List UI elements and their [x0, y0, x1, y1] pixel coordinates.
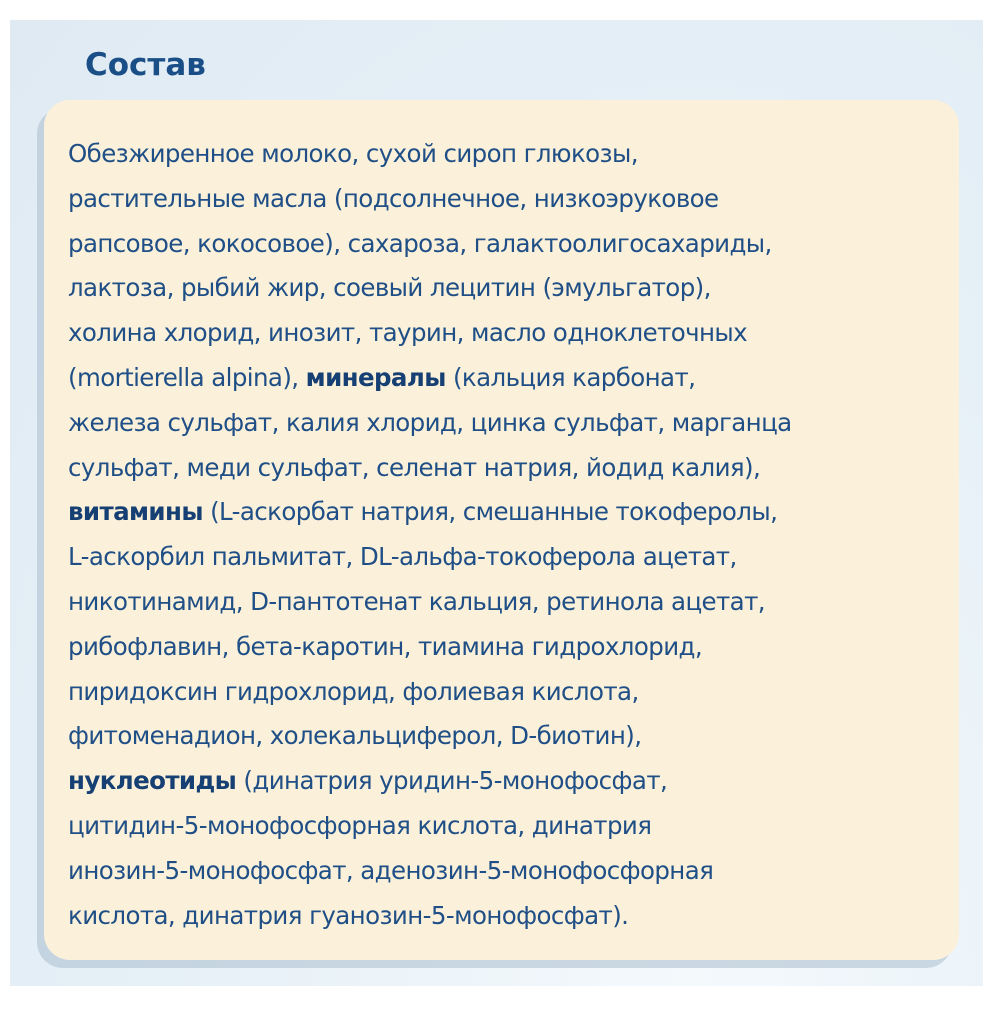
- vitamins-heading: витамины: [68, 497, 203, 527]
- ingredients-line: кислота, динатрия гуанозин-5-монофосфат).: [68, 900, 629, 930]
- ingredients-line: пиридоксин гидрохлорид, фолиевая кислота,: [68, 676, 639, 706]
- ingredients-line: железа сульфат, калия хлорид, цинка сульфат, марганца: [68, 407, 792, 437]
- ingredients-line: рапсовое, кокосовое), сахароза, галактоолигосахариды,: [68, 228, 772, 258]
- ingredients-line: холина хлорид, инозит, таурин, масло одноклеточных: [68, 318, 748, 348]
- ingredients-line: инозин-5-монофосфат, аденозин-5-монофосфорная: [68, 855, 714, 885]
- ingredients-line: нуклеотиды (динатрия уридин-5-монофосфат,: [68, 766, 668, 796]
- ingredients-line: рибофлавин, бета-каротин, тиамина гидрохлорид,: [68, 631, 703, 661]
- section-title: Состав: [85, 47, 206, 83]
- ingredients-line: фитоменадион, холекальциферол, D-биотин),: [68, 721, 642, 751]
- minerals-heading: минералы: [305, 362, 446, 392]
- ingredients-line: сульфат, меди сульфат, селенат натрия, йодид калия),: [68, 452, 761, 482]
- ingredients-line: растительные масла (подсолнечное, низкоэруковое: [68, 183, 719, 213]
- ingredients-line: Обезжиренное молоко, сухой сироп глюкозы,: [68, 139, 638, 168]
- ingredients-line: цитидин-5-монофосфорная кислота, динатрия: [68, 810, 652, 840]
- composition-panel: [10, 20, 983, 986]
- ingredients-line: витамины (L-аскорбат натрия, смешанные токоферолы,: [68, 497, 778, 527]
- ingredients-text: [68, 132, 948, 938]
- ingredients-card: [44, 100, 959, 960]
- ingredients-line: никотинамид, D-пантотенат кальция, ретинола ацетат,: [68, 586, 765, 616]
- ingredients-line: (mortierella alpina), минералы (кальция карбонат,: [68, 362, 696, 392]
- ingredients-line: L-аскорбил пальмитат, DL-альфа-токоферола ацетат,: [68, 542, 737, 572]
- nucleotides-heading: нуклеотиды: [68, 766, 237, 796]
- ingredients-line: лактоза, рыбий жир, соевый лецитин (эмульгатор),: [68, 273, 711, 303]
